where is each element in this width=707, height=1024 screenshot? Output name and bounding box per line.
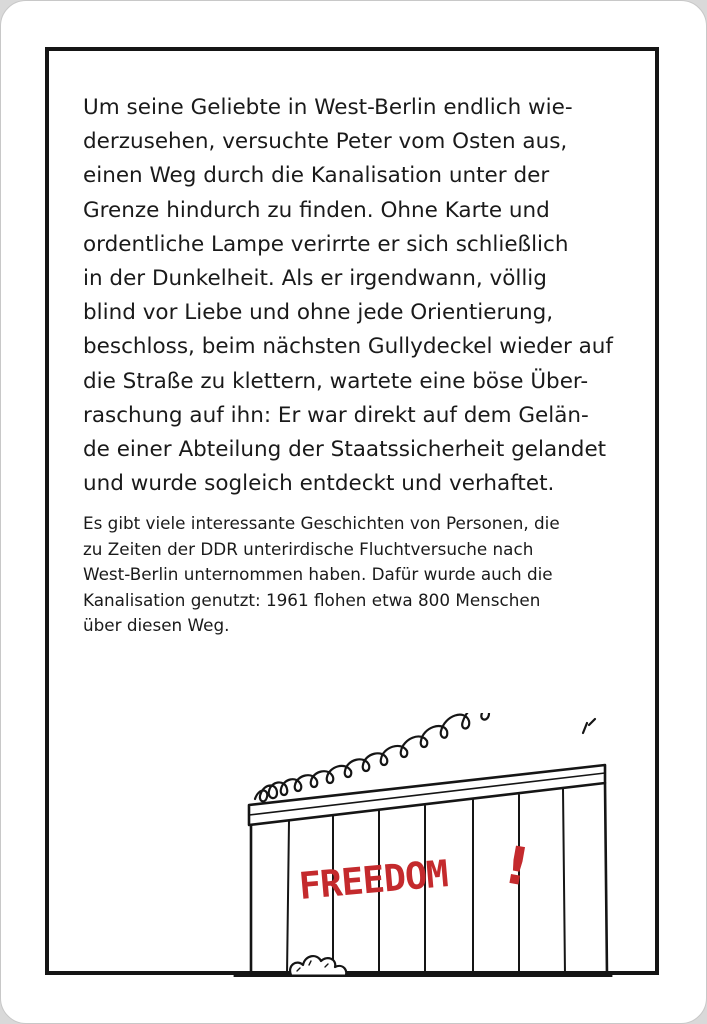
story-text: Um seine Geliebte in West-Berlin endlich wie- derzusehen, versuchte Peter vom Osten aus, einen Weg durch die Kanalisation unter der Grenze hindurch zu finden. Ohne Karte und ordentliche Lampe verirrte er sich schließlich in der Dunkelheit. Als er irgendwann, völlig blind vor Liebe und ohne jede Orientierung, beschloss, beim nächsten Gullydeckel wieder auf die Straße zu klettern, wartete eine böse Über- raschung auf ihn: Er war direkt auf dem Gelän- de einer Abteilung der Staatssicherheit gelandet und wurde sogleich entdeckt und verhaftet. bbox=[83, 95, 613, 497]
berlin-wall-illustration bbox=[233, 713, 613, 977]
graffiti-exclamation: ! bbox=[499, 835, 534, 899]
history-note: Es gibt viele interessante Geschichten von Personen, die zu Zeiten der DDR unterirdische Fluchtversuche nach West-Berlin unternommen haben. Dafür wurde auch die Kanalisation genutzt: 1961 flohen etwa 800 Menschen über diesen Weg. bbox=[83, 513, 560, 635]
graffiti-text: FREEDOM bbox=[297, 852, 450, 908]
bush-icon bbox=[290, 956, 346, 977]
